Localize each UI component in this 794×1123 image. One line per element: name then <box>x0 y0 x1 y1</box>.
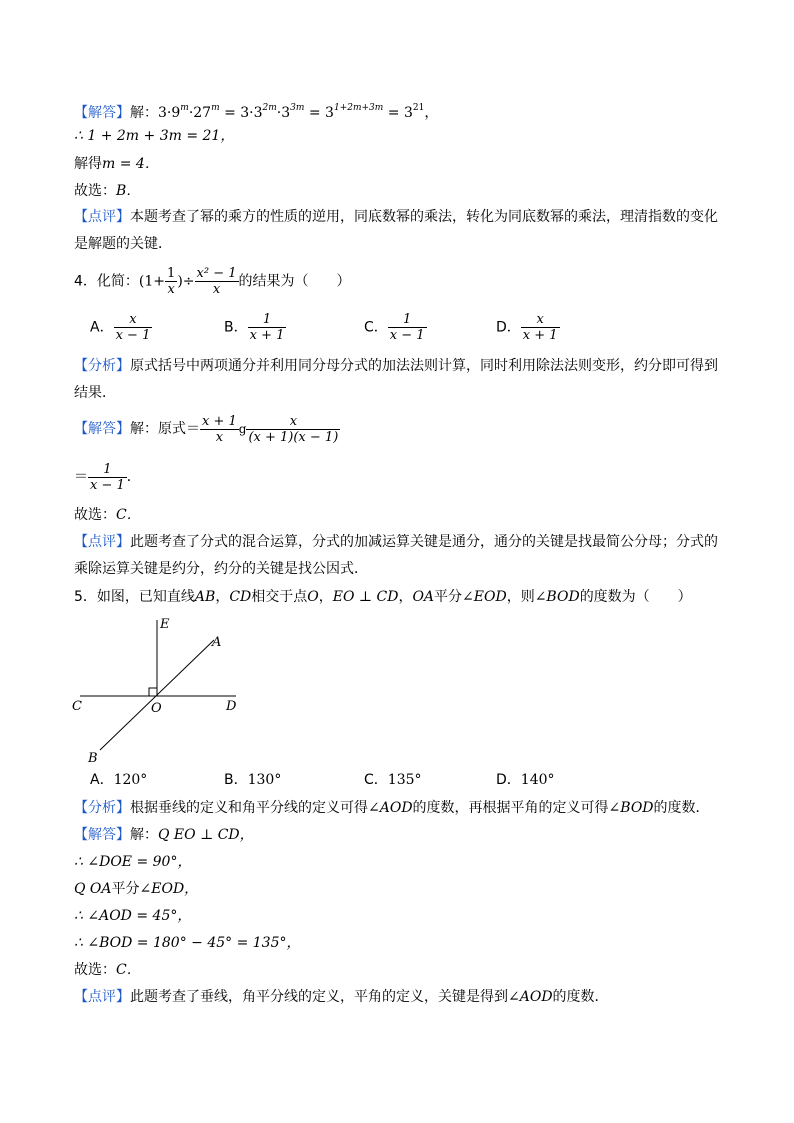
q4-option-b: B． $\frac{1}{x + 1}$ <box>224 312 285 343</box>
dianping-tag: 【点评】 <box>74 209 130 225</box>
expr-part: = 3 <box>304 105 334 121</box>
dianping-tag: 【点评】 <box>74 534 130 550</box>
fraction: $\frac{x}{x + 1}$ <box>522 312 558 343</box>
q3-comment-line <box>74 207 718 227</box>
expr-part: )÷ <box>177 273 195 290</box>
jieda-tag: 【解答】 <box>74 827 130 843</box>
equals: ＝ <box>74 469 88 485</box>
result-text: 解得 <box>74 156 102 172</box>
q5-stem: 5．如图，已知直线AB，CD相交于点O，EO ⊥ CD，OA平分∠EOD，则∠BOD的度数为（ ） <box>74 589 692 605</box>
period: ． <box>126 469 141 485</box>
fraction: $\frac{x + 1}{x}$ <box>202 413 237 445</box>
fraction: $\frac{\text{x² − 1}}{x}$ <box>196 266 237 297</box>
label-a: A <box>212 635 222 650</box>
q5-step-line: ∴ ∠DOE = 90°， <box>74 854 192 870</box>
expr-part: ·27 <box>188 105 212 121</box>
q5-analysis-line: 【分析】根据垂线的定义和角平分线的定义可得∠AOD的度数，再根据平角的定义可得∠BOD的度数． <box>74 800 710 816</box>
q5-comment-line: 【点评】此题考查了垂线，角平分线的定义，平角的定义，关键是得到∠AOD的度数． <box>74 989 609 1005</box>
q5-step-line: Q OA平分∠EOD， <box>74 881 199 897</box>
exponent: 1+2m+3m <box>333 103 384 113</box>
q4-comment-line <box>74 532 718 552</box>
q3-result-line <box>74 154 159 174</box>
q5-solution-line: 【解答】解：Q EO ⊥ CD， <box>74 827 254 843</box>
comment-text: 本题考查了幂的乘方的性质的逆用，同底数幂的乘法，转化为同底数幂的乘法，理清指数的变化 <box>130 209 718 225</box>
expr-part: (1+ <box>138 273 166 290</box>
answer-text: 故选： <box>74 183 116 199</box>
q3-comment-line2: 是解题的关键． <box>74 236 172 252</box>
q3-solution-line <box>74 98 438 123</box>
q4-analysis-line <box>74 356 718 376</box>
exponent: m <box>180 103 189 113</box>
label-e: E <box>160 617 170 632</box>
q4-comment-line2: 乘除运算关键是约分，约分的关键是找公因式． <box>74 561 368 577</box>
jie-label: 解： <box>130 105 158 121</box>
answer-text: 故选： <box>74 962 116 978</box>
comment-text: 此题考查了分式的混合运算，分式的加减运算关键是通分，通分的关键是找最简公分母；分式的 <box>130 534 718 550</box>
analysis-text: 原式括号中两项通分并利用同分母分式的加法法则计算，同时利用除法法则变形，约分即可得到 <box>130 358 718 374</box>
dianping-tag: 【点评】 <box>74 989 130 1005</box>
fraction: $\frac{x}{x - 1}$ <box>115 312 151 343</box>
answer-choice: C． <box>116 962 141 978</box>
label-d: D <box>226 699 237 714</box>
expr-part: = 3·3 <box>219 105 263 121</box>
q4-result-line <box>74 460 141 494</box>
expr-part: ， <box>424 105 439 121</box>
q4-stem <box>74 266 351 297</box>
q4-solution-line <box>74 412 340 446</box>
q4-option-a: A． $\frac{x}{x - 1}$ <box>90 312 151 343</box>
q5-answer-line <box>74 960 141 980</box>
q4-option-c: C． $\frac{1}{x - 1}$ <box>364 312 425 343</box>
exponent: 21 <box>412 103 425 113</box>
result-math: m = 4． <box>102 156 159 172</box>
q3-step-line: ∴ 1 + 2m + 3m = 21， <box>74 128 235 144</box>
expr-part: ·3 <box>276 105 291 121</box>
jie-label: 解：原式＝ <box>130 421 200 437</box>
jieda-tag: 【解答】 <box>74 421 130 437</box>
q4-analysis-line2: 结果． <box>74 385 116 401</box>
exponent: 2m <box>262 103 277 113</box>
right-angle-mark <box>149 688 157 696</box>
q5-option-b: B．130° <box>224 772 282 788</box>
question-number: 4．化简： <box>74 273 139 290</box>
q4-answer-line <box>74 505 141 525</box>
q5-step-line: ∴ ∠AOD = 45°， <box>74 908 192 924</box>
fraction: $\frac{x}{(x + 1)(x - 1)}$ <box>248 413 339 445</box>
jieda-tag: 【解答】 <box>74 105 130 121</box>
expr-part: = 3 <box>383 105 413 121</box>
q3-answer-line <box>74 181 140 201</box>
exponent: m <box>211 103 220 113</box>
label-b: B <box>88 751 98 766</box>
label-o: O <box>151 701 162 716</box>
fenxi-tag: 【分析】 <box>74 358 130 374</box>
q5-option-c: C．135° <box>364 772 422 788</box>
answer-choice: C． <box>116 507 141 523</box>
q4-option-d: D． $\frac{x}{x + 1}$ <box>496 312 558 343</box>
label-c: C <box>72 699 82 714</box>
dot-symbol: g <box>238 422 247 436</box>
fenxi-tag: 【分析】 <box>74 800 130 816</box>
q5-option-d: D．140° <box>496 772 555 788</box>
fraction: $\frac{1}{x + 1}$ <box>249 312 285 343</box>
expr-part: 3·9 <box>158 105 181 121</box>
answer-choice: B． <box>116 183 141 199</box>
fraction: $\frac{1}{x - 1}$ <box>90 461 125 493</box>
q5-figure <box>60 612 260 772</box>
answer-text: 故选： <box>74 507 116 523</box>
q5-step-line: ∴ ∠BOD = 180° − 45° = 135°， <box>74 935 301 951</box>
fraction: $\frac{1}{x - 1}$ <box>389 312 425 343</box>
q5-option-a: A．120° <box>90 772 148 788</box>
stem-end: 的结果为（ ） <box>238 273 351 290</box>
fraction: $\frac{1}{x}$ <box>167 266 176 297</box>
exponent: 3m <box>290 103 305 113</box>
